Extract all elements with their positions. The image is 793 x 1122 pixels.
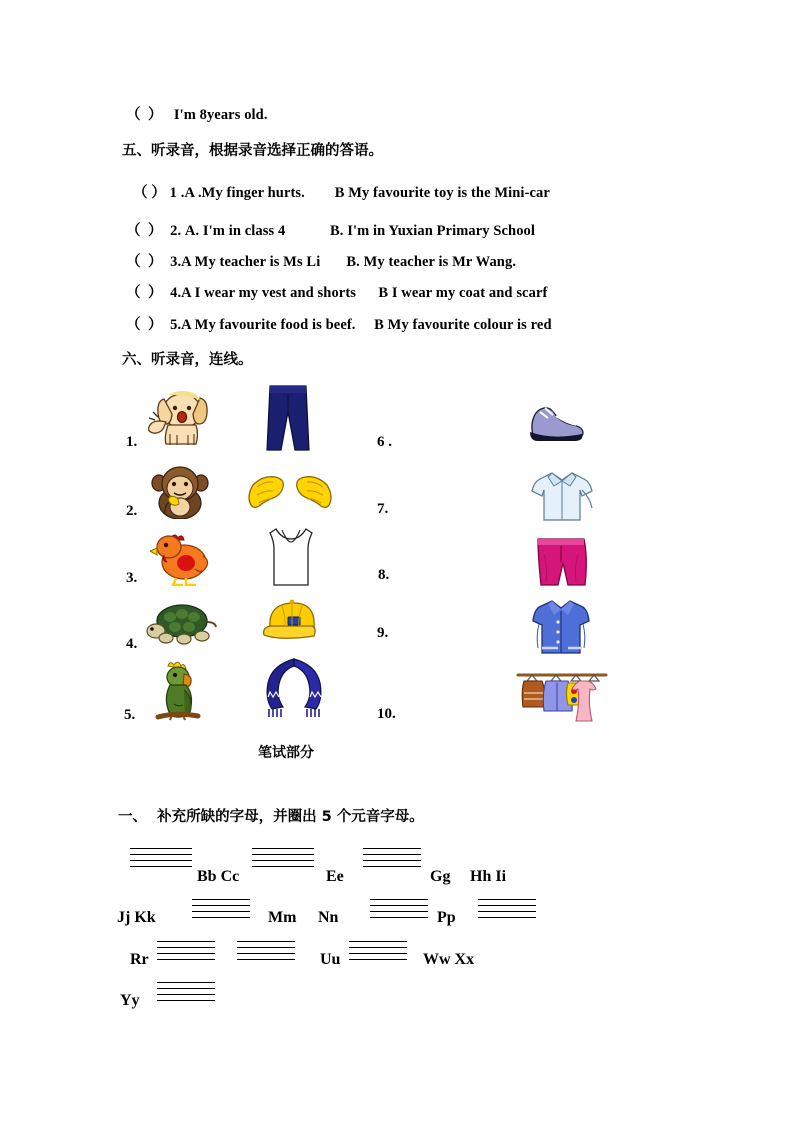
dog-icon	[144, 385, 216, 447]
shirt-icon	[530, 470, 594, 522]
section-six-heading: 六、听录音，连线。	[122, 352, 253, 368]
coat-icon	[530, 598, 592, 656]
shoes-icon	[526, 400, 590, 442]
section-five-item-5: （ ） 5.A My favourite food is beef. B My favourite colour is red	[126, 317, 552, 333]
match-number-3: 3.	[126, 570, 138, 586]
section-five-item-2: （ ） 2. A. I'm in class 4 B. I'm in Yuxian Primary School	[126, 223, 536, 239]
match-number-1: 1.	[126, 434, 138, 450]
alphabet-letter-yy: Yy	[120, 992, 140, 1009]
alphabet-letter-rr: Rr	[130, 951, 149, 968]
match-number-4: 4.	[126, 636, 138, 652]
chicken-icon	[150, 530, 212, 586]
alphabet-blank-f[interactable]	[363, 848, 421, 867]
alphabet-blank-d[interactable]	[252, 848, 314, 867]
alphabet-letter-nn: Nn	[318, 909, 339, 926]
alphabet-blank-v[interactable]	[349, 941, 407, 960]
alphabet-blank-t[interactable]	[237, 941, 295, 960]
alphabet-letter-ee: Ee	[326, 868, 344, 885]
alphabet-letter-bb-cc: Bb Cc	[197, 868, 240, 885]
cap-icon	[262, 598, 322, 644]
match-number-6: 6 .	[377, 434, 392, 450]
gloves-icon	[247, 471, 333, 515]
turtle-icon	[146, 600, 218, 646]
match-number-8: 8.	[378, 567, 390, 583]
written-part-title: 笔试部分	[258, 745, 314, 761]
alphabet-letter-ww-xx: Ww Xx	[423, 951, 475, 968]
monkey-icon	[148, 463, 212, 519]
alphabet-letter-jj-kk: Jj Kk	[117, 909, 156, 926]
parrot-icon	[150, 660, 212, 722]
alphabet-letter-gg: Gg	[430, 868, 451, 885]
alphabet-blank-q[interactable]	[478, 899, 536, 918]
alphabet-letter-hh-ii: Hh Ii	[470, 868, 507, 885]
trousers-icon	[258, 384, 318, 452]
section-one-heading: 一、 补充所缺的字母，并圈出 5 个元音字母。	[118, 809, 424, 825]
alphabet-letter-uu: Uu	[320, 951, 341, 968]
section-five-item-4: （ ） 4.A I wear my vest and shorts B I wear my coat and scarf	[126, 285, 548, 301]
alphabet-letter-pp: Pp	[437, 909, 456, 926]
section-five-item-1: （ ） 1 .A .My finger hurts. B My favourite toy is the Mini-car	[133, 185, 550, 201]
vest-icon	[266, 525, 316, 587]
match-number-9: 9.	[377, 625, 389, 641]
match-number-10: 10.	[377, 706, 396, 722]
match-number-2: 2.	[126, 503, 138, 519]
match-number-7: 7.	[377, 501, 389, 517]
alphabet-blank-o[interactable]	[370, 899, 428, 918]
alphabet-blank-a[interactable]	[130, 848, 192, 867]
section-five-item-3: （ ） 3.A My teacher is Ms Li B. My teacher is Mr Wang.	[126, 254, 517, 270]
scarf-icon	[261, 657, 327, 719]
shorts-icon	[532, 536, 590, 588]
alphabet-letter-mm: Mm	[268, 909, 297, 926]
alphabet-blank-s[interactable]	[157, 941, 215, 960]
alphabet-blank-l[interactable]	[192, 899, 250, 918]
match-number-5: 5.	[124, 707, 136, 723]
alphabet-blank-z[interactable]	[157, 982, 215, 1001]
question-line-carryover: （ ） I'm 8years old.	[126, 107, 268, 123]
section-five-heading: 五、听录音，根据录音选择正确的答语。	[122, 143, 383, 159]
clothes-rack-icon	[516, 665, 608, 723]
